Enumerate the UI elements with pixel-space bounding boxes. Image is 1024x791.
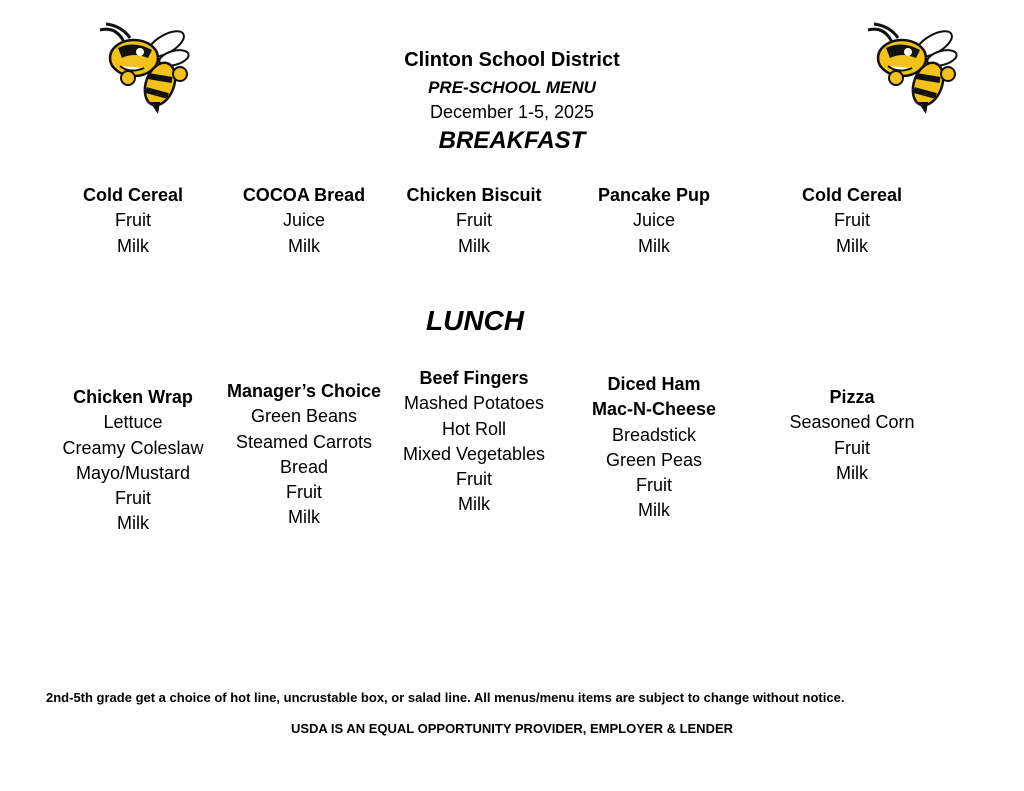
lunch-item: Fruit [286, 482, 322, 503]
lunch-day-1 [38, 385, 228, 537]
lunch-item: Bread [279, 456, 329, 477]
lunch-item: Seasoned Corn [789, 412, 915, 433]
lunch-item: Fruit [834, 437, 870, 458]
breakfast-item: Milk [458, 235, 490, 256]
breakfast-item: Milk [836, 235, 868, 256]
lunch-main: Diced Ham [607, 374, 701, 394]
breakfast-day-5 [757, 183, 947, 259]
lunch-item: Fruit [456, 469, 492, 490]
breakfast-item: Fruit [456, 210, 492, 231]
lunch-main-2: Mac-N-Cheese [591, 399, 717, 420]
breakfast-main: COCOA Bread [242, 185, 366, 205]
lunch-item: Breadstick [611, 424, 697, 445]
lunch-heading: LUNCH [426, 305, 524, 336]
footer-note: 2nd-5th grade get a choice of hot line, uncrustable box, or salad line. All menus/menu items are subject to change without notice. [46, 690, 845, 705]
lunch-item: Milk [836, 462, 868, 483]
breakfast-day-4 [559, 183, 749, 259]
lunch-item: Lettuce [103, 412, 163, 433]
breakfast-day-1 [38, 183, 228, 259]
lunch-item: Fruit [115, 488, 151, 509]
yellow-jacket-mascot-icon-right [864, 22, 960, 114]
menu-subtitle: PRE-SCHOOL MENU [428, 78, 596, 97]
lunch-item: Mashed Potatoes [403, 393, 545, 414]
lunch-item: Mixed Vegetables [402, 443, 546, 464]
lunch-item: Hot Roll [441, 418, 507, 439]
lunch-item: Milk [458, 494, 490, 515]
breakfast-item: Juice [282, 210, 326, 231]
breakfast-main: Cold Cereal [801, 185, 903, 205]
breakfast-day-3 [379, 183, 569, 259]
lunch-item: Fruit [636, 475, 672, 496]
lunch-item: Green Beans [250, 406, 358, 427]
breakfast-item: Milk [288, 235, 320, 256]
menu-dates: December 1-5, 2025 [429, 102, 595, 122]
lunch-item: Green Peas [605, 449, 703, 470]
breakfast-main: Cold Cereal [82, 185, 184, 205]
lunch-day-2 [209, 379, 399, 531]
lunch-main: Beef Fingers [419, 368, 529, 388]
lunch-item: Milk [288, 507, 320, 528]
lunch-day-5 [757, 385, 947, 486]
breakfast-heading: BREAKFAST [438, 127, 586, 154]
yellow-jacket-mascot-icon [96, 22, 192, 114]
lunch-item: Milk [638, 500, 670, 521]
lunch-day-3 [379, 366, 569, 518]
lunch-item: Milk [117, 513, 149, 534]
breakfast-item: Juice [632, 210, 676, 231]
lunch-item: Creamy Coleslaw [62, 437, 204, 458]
breakfast-item: Fruit [115, 210, 151, 231]
breakfast-main: Pancake Pup [597, 185, 711, 205]
lunch-main: Chicken Wrap [73, 387, 193, 407]
district-title: Clinton School District [404, 49, 620, 71]
lunch-item: Steamed Carrots [235, 431, 373, 452]
breakfast-item: Milk [117, 235, 149, 256]
breakfast-main: Chicken Biscuit [406, 185, 542, 205]
lunch-item: Mayo/Mustard [75, 462, 191, 483]
usda-statement: USDA IS AN EQUAL OPPORTUNITY PROVIDER, EMPLOYER & LENDER [290, 721, 734, 736]
breakfast-item: Milk [638, 235, 670, 256]
breakfast-day-2 [209, 183, 399, 259]
breakfast-item: Fruit [834, 210, 870, 231]
lunch-main: Manager’s Choice [226, 381, 382, 401]
lunch-main: Pizza [829, 387, 875, 407]
lunch-day-4 [559, 372, 749, 524]
